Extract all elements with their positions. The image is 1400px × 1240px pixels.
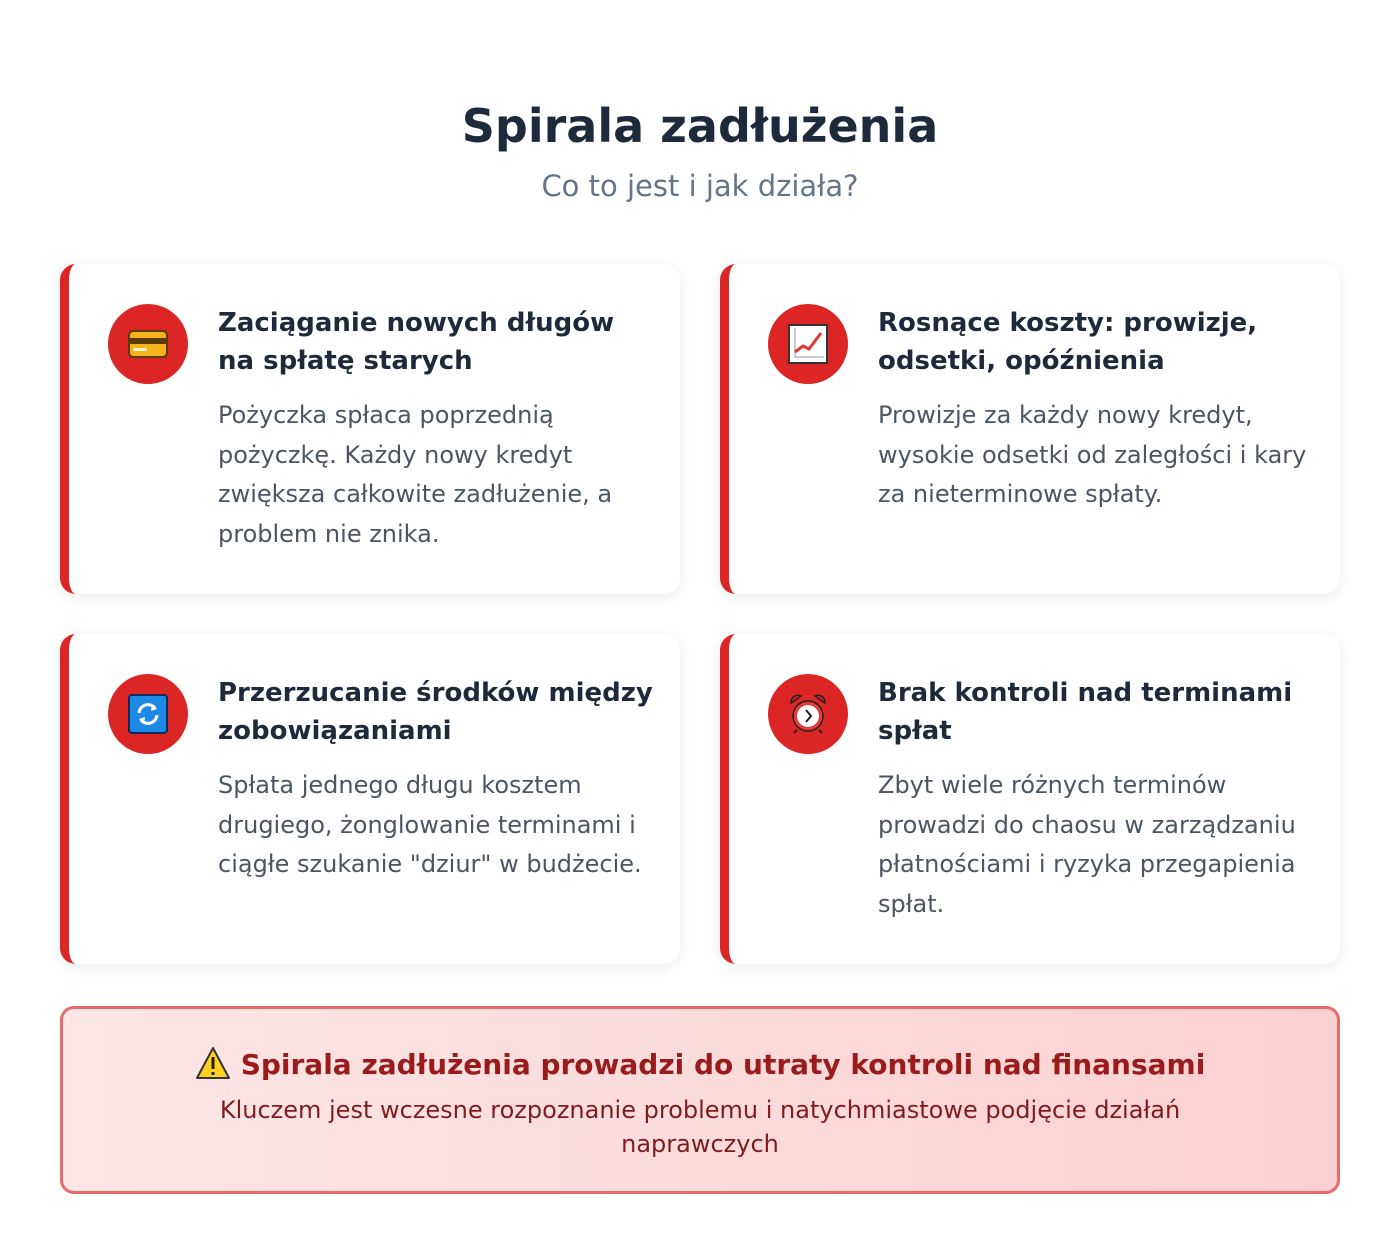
arrows-cycle-icon [108,674,188,754]
card-title: Przerzucanie środków między zobowiązaniami [218,678,653,746]
card-title: Brak kontroli nad terminami spłat [878,678,1293,746]
card-description: Pożyczka spłaca poprzednią pożyczkę. Każdy nowy kredyt zwiększa całkowite zadłużenie, a problem nie znika. [218,401,613,548]
page-subtitle: Co to jest i jak działa? [541,169,859,203]
card-title: Zaciąganie nowych długów na spłatę starych [218,308,615,376]
info-card-rising-costs [720,264,1340,594]
page-title: Spirala zadłużenia [461,99,939,153]
info-card-deadlines [720,634,1340,964]
chart-increasing-icon [768,304,848,384]
banner-text: Kluczem jest wczesne rozpoznanie problemu i natychmiastowe podjęcie działań naprawczych [219,1096,1181,1158]
info-card-new-debts [60,264,680,594]
alarm-clock-icon [768,674,848,754]
card-description: Prowizje za każdy nowy kredyt, wysokie odsetki od zaległości i kary za nieterminowe spłaty. [878,401,1307,508]
info-card-shifting-funds [60,634,680,964]
card-title: Rosnące koszty: prowizje, odsetki, opóźnienia [878,308,1258,376]
card-description: Zbyt wiele różnych terminów prowadzi do chaosu w zarządzaniu płatnościami i ryzyka przegapienia spłat. [878,771,1296,918]
credit-card-icon [108,304,188,384]
card-description: Spłata jednego długu kosztem drugiego, żonglowanie terminami i ciągłe szukanie "dziur" w budżecie. [218,771,642,878]
banner-title: Spirala zadłużenia prowadzi do utraty kontroli nad finansami [240,1048,1206,1081]
warning-banner [60,1006,1340,1194]
page-header [0,96,1400,206]
warning-icon [195,1046,231,1084]
